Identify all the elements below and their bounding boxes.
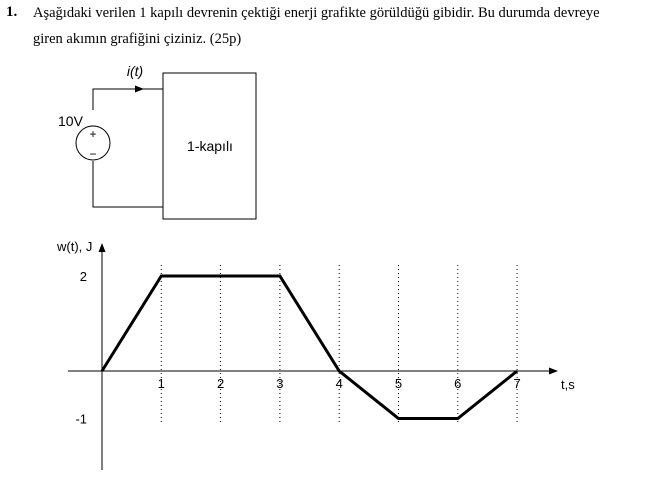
y-tick-label: 2 xyxy=(79,269,87,284)
source-minus-sign: − xyxy=(89,147,97,161)
source-plus-sign: + xyxy=(89,127,97,141)
current-label: i(t) xyxy=(126,63,144,79)
question-text-line-1: Aşağıdaki verilen 1 kapılı devrenin çektiği enerji grafikte görüldüğü gibidir. Bu durumda devreye xyxy=(33,5,600,21)
y-axis-arrow-icon xyxy=(99,243,106,252)
x-tick-label: 3 xyxy=(276,376,284,391)
y-axis-label: w(t), J xyxy=(57,239,93,254)
question-text-line-2: giren akımın grafiğini çiziniz. (25p) xyxy=(33,31,242,47)
x-tick-label: 7 xyxy=(513,376,521,391)
x-tick-label: 4 xyxy=(335,376,343,391)
source-voltage-label: 10V xyxy=(58,113,83,129)
block-label: 1-kapılı xyxy=(187,138,233,154)
x-tick-label: 1 xyxy=(157,376,165,391)
x-tick-label: 2 xyxy=(216,376,225,391)
x-axis-arrow-icon xyxy=(549,368,558,375)
energy-series-line xyxy=(102,276,517,419)
x-tick-label: 6 xyxy=(454,376,462,391)
question-number: 1. xyxy=(6,4,18,20)
x-tick-label: 5 xyxy=(394,376,403,391)
y-tick-label: -1 xyxy=(75,411,87,427)
x-axis-label: t,s xyxy=(561,377,575,392)
